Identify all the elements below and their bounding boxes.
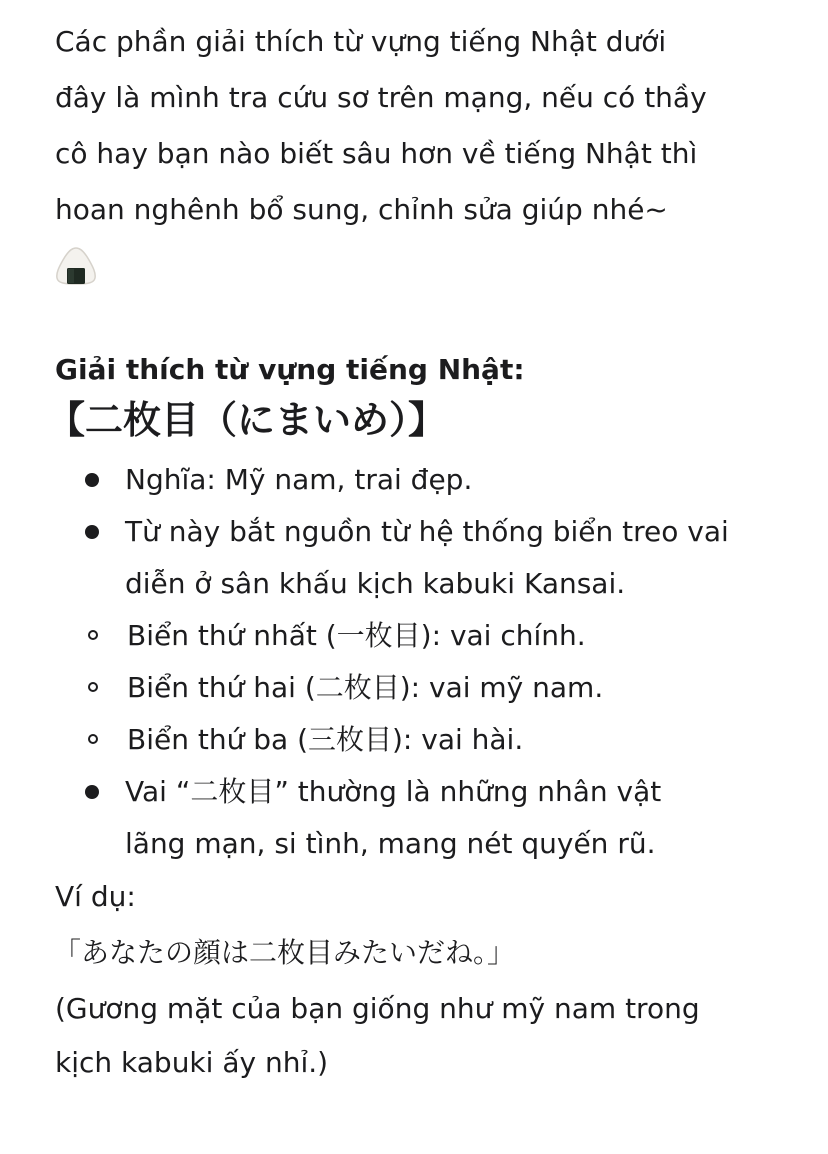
section-heading: Giải thích từ vựng tiếng Nhật: [55, 353, 525, 386]
sub-list-item [55, 714, 800, 766]
bullet-list [55, 454, 800, 610]
sub-list-item [55, 610, 800, 662]
sub-list [55, 610, 800, 766]
bullet-dot-icon [85, 525, 99, 539]
intro-line: hoan nghênh bổ sung, chỉnh sửa giúp nhé~ [55, 193, 668, 226]
intro-line: Các phần giải thích từ vựng tiếng Nhật dưới [55, 25, 667, 58]
intro-line: đây là mình tra cứu sơ trên mạng, nếu có thầy [55, 81, 707, 114]
bullet-dot-icon [85, 473, 99, 487]
hollow-bullet-icon [88, 682, 98, 692]
hollow-bullet-icon [88, 734, 98, 744]
intro-paragraph [55, 14, 800, 294]
sub-list-item-text: Biển thứ nhất (一枚目): vai chính. [127, 619, 586, 652]
example-translation-line: kịch kabuki ấy nhỉ.) [55, 1046, 329, 1079]
emoji-line [55, 238, 800, 294]
sub-list-item-text: Biển thứ ba (三枚目): vai hài. [127, 723, 524, 756]
list-item-text: Vai “二枚目” thường là những nhân vật [125, 775, 662, 808]
list-item-text: Từ này bắt nguồn từ hệ thống biển treo vai [125, 515, 729, 548]
list-item-text: lãng mạn, si tình, mang nét quyến rũ. [125, 827, 656, 860]
intro-line: cô hay bạn nào biết sâu hơn về tiếng Nhật thì [55, 137, 698, 170]
example-label: Ví dụ: [55, 880, 136, 913]
list-item [55, 506, 800, 610]
bullet-list [55, 766, 800, 870]
document-body [47, 14, 800, 1090]
rice-ball-icon [55, 246, 97, 286]
sub-list-item [55, 662, 800, 714]
bullet-dot-icon [85, 785, 99, 799]
list-item-text: diễn ở sân khấu kịch kabuki Kansai. [125, 567, 626, 600]
vocab-title: 【二枚目（にまいめ）】 [47, 398, 447, 442]
hollow-bullet-icon [88, 630, 98, 640]
list-item-text: Nghĩa: Mỹ nam, trai đẹp. [125, 463, 473, 496]
example-japanese: 「あなたの顔は二枚目みたいだね。」 [53, 936, 516, 969]
sub-list-item-text: Biển thứ hai (二枚目): vai mỹ nam. [127, 671, 604, 704]
list-item [55, 766, 800, 870]
example-translation-line: (Gương mặt của bạn giống như mỹ nam trong [55, 992, 700, 1025]
list-item [55, 454, 800, 506]
